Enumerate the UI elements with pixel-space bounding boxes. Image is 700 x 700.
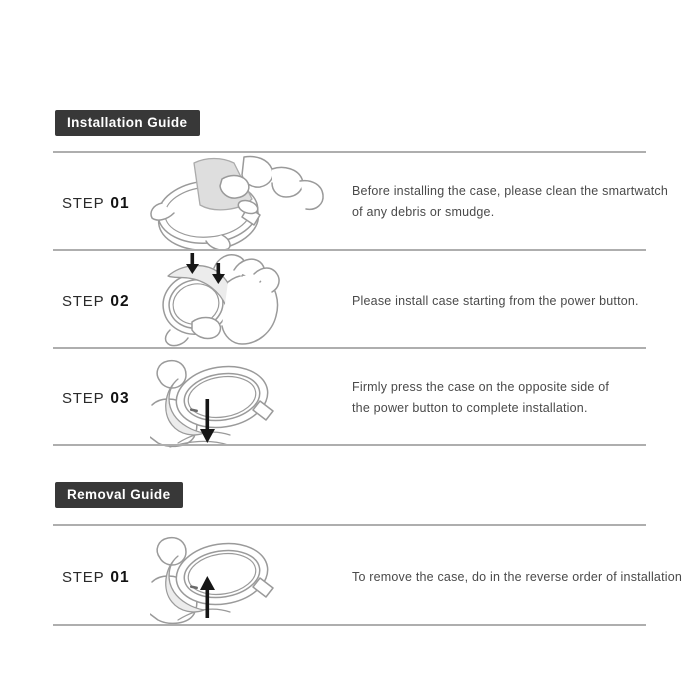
installation-step3-label — [62, 390, 130, 408]
step-word: STEP — [62, 293, 105, 310]
removal-step1-text — [352, 567, 682, 588]
hand-thumb — [220, 176, 249, 199]
case-press-down-illustration — [150, 353, 275, 453]
hand-finger — [300, 181, 323, 210]
text-line: Firmly press the case on the opposite side of — [352, 380, 610, 394]
text-line: of any debris or smudge. — [352, 205, 495, 219]
removal-guide-badge: Removal Guide — [55, 482, 183, 508]
removal-step1-label — [62, 569, 130, 587]
text-line: the power button to complete installation. — [352, 401, 588, 415]
installation-guide-badge: Installation Guide — [55, 110, 200, 136]
step-word: STEP — [62, 195, 105, 212]
step-word: STEP — [62, 569, 105, 586]
step-number: 03 — [110, 390, 130, 407]
step-number: 02 — [110, 293, 130, 310]
step-word: STEP — [62, 390, 105, 407]
case-install-from-power-button-illustration — [158, 252, 283, 353]
text-line: Before installing the case, please clean the smartwatch — [352, 184, 669, 198]
installation-step3-text — [352, 377, 609, 419]
hand-thumb — [157, 538, 186, 565]
divider — [53, 249, 646, 251]
divider — [53, 347, 646, 349]
installation-step2-label — [62, 293, 130, 311]
divider — [53, 151, 646, 153]
case-lift-off-illustration — [150, 532, 275, 629]
installation-step2-text — [352, 291, 639, 312]
installation-step1-text — [352, 181, 668, 223]
step-number: 01 — [110, 195, 130, 212]
divider — [53, 624, 646, 626]
text-line: To remove the case, do in the reverse order of installation — [352, 570, 683, 584]
text-line: Please install case starting from the power button. — [352, 294, 639, 308]
step-number: 01 — [110, 569, 130, 586]
installation-step1-label — [62, 195, 130, 213]
divider — [53, 524, 646, 526]
hand-finger — [272, 167, 303, 197]
divider — [53, 444, 646, 446]
watch-cleaning-illustration — [148, 155, 328, 258]
hand-thumb — [157, 361, 186, 388]
hand-thumb — [192, 318, 220, 339]
